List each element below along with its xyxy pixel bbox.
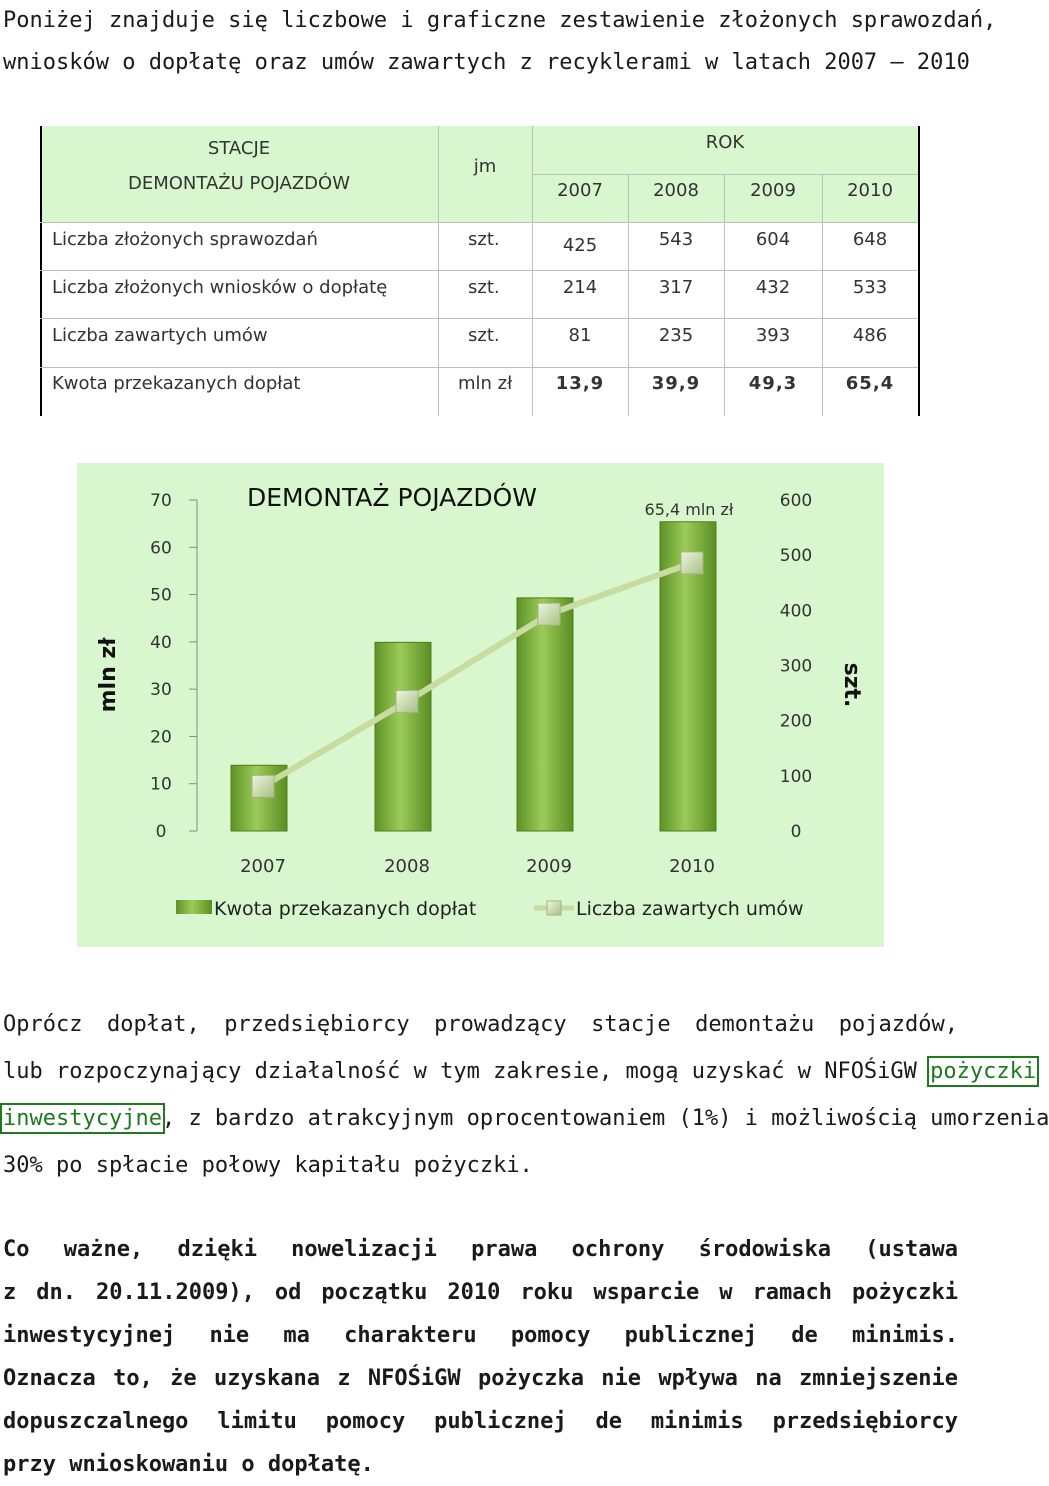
- y2-tick-label: 500: [779, 546, 813, 567]
- row-1-label: Liczba złożonych sprawozdań: [52, 229, 318, 250]
- row-2-2008: 317: [658, 277, 694, 298]
- row-2-label: Liczba złożonych wniosków o dopłatę: [52, 277, 388, 298]
- paragraph-de-minimis: [3, 1228, 958, 1486]
- para1-line-2-text: lub rozpoczynający działalność w tym zakresie, mogą uzyskać w NFOŚiGW: [3, 1059, 917, 1084]
- line-marker-2010: [681, 552, 703, 574]
- header-station-line1: STACJE: [207, 138, 271, 159]
- chart-annotation: 65,4 mln zł: [644, 500, 734, 519]
- y2-tick-label: 400: [779, 601, 813, 622]
- y2-tick-label: 200: [779, 711, 813, 732]
- row-2-2010: 533: [852, 277, 888, 298]
- y2-tick-label: 100: [779, 766, 813, 787]
- line-marker-2009: [538, 603, 560, 625]
- row-4-unit: mln zł: [458, 373, 513, 394]
- x-tick-label: 2007: [240, 856, 286, 877]
- row-4-2010: 65,4: [845, 373, 895, 394]
- row-4-2007: 13,9: [555, 373, 605, 394]
- row-1-2008: 543: [658, 229, 694, 250]
- header-year-2007: 2007: [557, 180, 603, 201]
- row-1-2007: 425: [562, 235, 598, 256]
- chart-title: DEMONTAŻ POJAZDÓW: [246, 483, 538, 512]
- legend-line-label: Liczba zawartych umów: [576, 898, 804, 920]
- row-4-2009: 49,3: [748, 373, 798, 394]
- row-1-2009: 604: [755, 229, 791, 250]
- paragraph-loans: [3, 1001, 1049, 1189]
- x-tick-label: 2008: [384, 856, 430, 877]
- line-marker-2007: [252, 775, 274, 797]
- header-station-line2: DEMONTAŻU POJAZDÓW: [127, 173, 351, 194]
- para2-line-1: Co ważne, dzięki nowelizacji prawa ochrony środowiska (ustawa: [3, 1237, 958, 1262]
- para2-line-4: Oznacza to, że uzyskana z NFOŚiGW pożyczka nie wpływa na zmniejszenie: [3, 1366, 958, 1391]
- y2-axis-label: szt.: [839, 662, 864, 708]
- row-1-2010: 648: [852, 229, 888, 250]
- row-2-unit: szt.: [468, 277, 500, 298]
- y-axis-label: mln zł: [96, 637, 121, 713]
- bar-2008: [375, 642, 431, 831]
- legend-bar-swatch: [176, 900, 212, 914]
- row-3-2010: 486: [852, 325, 888, 346]
- link-inwestycyjne[interactable]: inwestycyjne: [3, 1106, 162, 1131]
- y2-tick-label: 300: [779, 656, 813, 677]
- para1-line-4: 30% po spłacie połowy kapitału pożyczki.: [3, 1153, 533, 1178]
- y-tick-label: 60: [150, 538, 172, 559]
- y-tick-label: 70: [150, 491, 172, 511]
- series-line: [263, 563, 692, 786]
- row-2-2009: 432: [755, 277, 791, 298]
- para2-line-5: dopuszczalnego limitu pomocy publicznej de minimis przedsiębiorcy: [3, 1409, 958, 1434]
- chart-panel: [77, 463, 884, 947]
- row-4-2008: 39,9: [651, 373, 701, 394]
- link-pozyczki[interactable]: pożyczki: [930, 1059, 1037, 1084]
- para1-line-3: [3, 1095, 1049, 1142]
- line-marker-2008: [396, 690, 418, 712]
- header-year-2008: 2008: [653, 180, 699, 201]
- row-3-2009: 393: [755, 325, 791, 346]
- header-year: ROK: [705, 132, 745, 153]
- row-3-2007: 81: [568, 325, 592, 346]
- y-tick-label: 40: [150, 632, 172, 653]
- x-tick-label: 2009: [526, 856, 572, 877]
- para1-line-2: [3, 1048, 1037, 1095]
- para2-line-3: inwestycyjnej nie ma charakteru pomocy publicznej de minimis.: [3, 1323, 958, 1348]
- row-4-label: Kwota przekazanych dopłat: [52, 373, 301, 394]
- intro-text: [3, 0, 997, 84]
- para1-line-3-text: , z bardzo atrakcyjnym oprocentowaniem (1%) i możliwością umorzenia: [161, 1106, 1049, 1131]
- header-unit: jm: [473, 156, 497, 177]
- intro-line-1: Poniżej znajduje się liczbowe i graficzne zestawienie złożonych sprawozdań,: [3, 8, 997, 33]
- y-tick-label: 30: [150, 680, 172, 701]
- para2-line-6: przy wnioskowaniu o dopłatę.: [3, 1452, 374, 1477]
- row-1-unit: szt.: [468, 229, 500, 250]
- para1-line-1: Oprócz dopłat, przedsiębiorcy prowadzący stacje demontażu pojazdów,: [3, 1012, 958, 1037]
- row-3-unit: szt.: [468, 325, 500, 346]
- summary-table: [40, 126, 920, 416]
- row-3-label: Liczba zawartych umów: [52, 325, 268, 346]
- row-2-2007: 214: [562, 277, 598, 298]
- x-tick-label: 2010: [669, 856, 715, 877]
- row-3-2008: 235: [658, 325, 694, 346]
- y-tick-label: 20: [150, 727, 172, 748]
- legend-line-marker: [547, 901, 561, 915]
- bar-2009: [517, 598, 573, 831]
- intro-line-2: wniosków o dopłatę oraz umów zawartych z recyklerami w latach 2007 – 2010: [3, 50, 970, 75]
- y2-tick-label: 600: [779, 491, 813, 511]
- combo-chart: [77, 463, 884, 947]
- header-year-2010: 2010: [847, 180, 893, 201]
- legend-bar-label: Kwota przekazanych dopłat: [214, 898, 477, 920]
- para2-line-2: z dn. 20.11.2009), od początku 2010 roku wsparcie w ramach pożyczki: [3, 1280, 958, 1305]
- y2-tick-label: 0: [790, 822, 802, 842]
- header-year-2009: 2009: [750, 180, 796, 201]
- y-tick-label: 0: [155, 822, 167, 842]
- y-tick-label: 10: [150, 774, 172, 795]
- y-tick-label: 50: [150, 585, 172, 606]
